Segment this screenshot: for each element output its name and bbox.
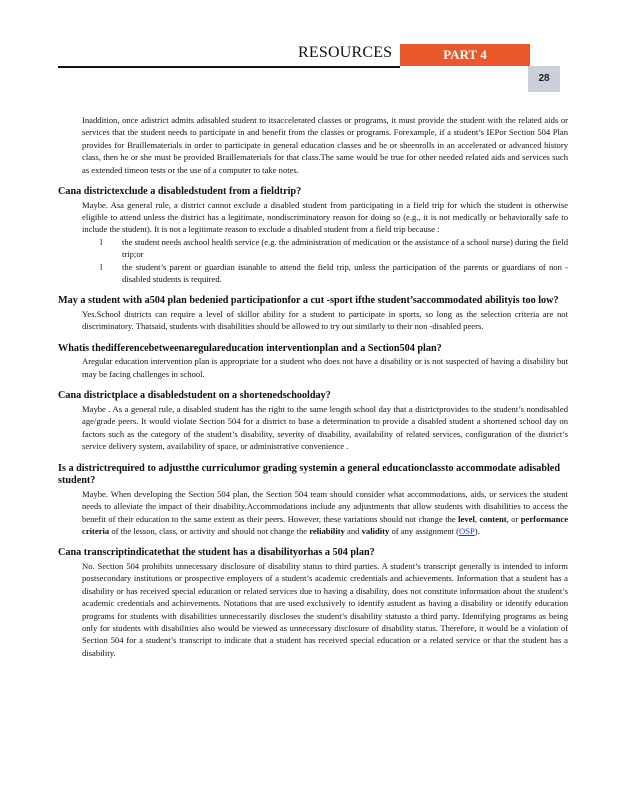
section-title: RESOURCES [298,44,393,61]
answer-transcript: No. Section 504 prohibits unnecessary disclosure of disability status to third parties. A student’s transcript generally is intended to inform postsecondary institutions or prospective employers of a student’s academic credentials and achievements. Information that a student has a disability or has received special education or related services due to having a disability, does not constitute information about the student’s academic credentials and achievements. Notations that are used exclusively to identify astudent as having a disability or identify education programs for students with disabilities unnecessarily discloses the student’s disability statusto a third party. Identifying programs as being only for students with disabilities also would be viewed as unnecessary disclosure of disability status. Therefore, it would be a violation of Section 504 for a student’s transcript to indicate that a student has received special education or a related service or that the student has a disability. [82,560,568,658]
question-cut-sport: May a student with a504 plan bedenied participationfor a cut -sport ifthe student’saccommodated abilityis too low? [58,295,559,307]
page-number: 28 [528,66,560,92]
question-shortened-day: Cana districtplace a disabledstudent on a shortenedschoolday? [58,390,331,402]
field-trip-bullets [58,236,568,286]
bullet-marker: l [100,261,103,272]
answer-intervention-plan: Aregular education intervention plan is appropriate for a student who does not have a disability or is not suspected of having a disability but may be facing challenges in school. [82,356,568,379]
answer-shortened-day: Maybe . As a general rule, a disabled student has the right to the same length school day that a districtprovides to the student’s nondisabled age/grade peers. It would violate Section 504 for a district to base a determination to provide a disabled student a shortened school day on factors such as the category of the student’s disability, severity of disability, availability of related services, configuration of the district’s service delivery system, availability of space, or administrative convenience . [82,403,568,452]
list-item [100,261,568,286]
answer-curriculum-grading: Maybe. When developing the Section 504 plan, the Section 504 team should consider what accommodations, aids, or services the student needs to alleviate the impact of their disability.Accommodations include any adjustments that allow students with disabilities to access the benefit of their education to the same extent as their peers. However, these variations should not change the level, content, or performance criteria of the lesson, class, or activity and should not change the reliability and validity of any assignment (OSP). [82,488,569,536]
list-item-text: the student needs aschool health service (e.g. the administration of medication or the assistance of a school nurse) during the field trip;or [122,236,568,260]
intro-paragraph: Inaddition, once adistrict admits adisabled student to itsaccelerated classes or programs, it must provide the student with the related aids or services that the student needs to participate in and benefit from the classes or programs. Forexample, if a student’s IEPor Section 504 Plan provides for Braillematerials in order to participate in general education classes and he or sheenrolls in an accelerated or advanced history class, then he or she must be provided Braillematerials for that class.The same would be true for other needed related aids and services such as extended timeon tests or the use of a computer to take notes. [82,115,568,175]
question-transcript: Cana transcriptindicatethat the student has a disabilityorhas a 504 plan? [58,547,375,559]
question-curriculum-grading: Is a districtrequired to adjustthe curriculumor grading systemin a general educationclassto accommodate adisabled student? [58,462,560,487]
header-rule [58,66,400,68]
bullet-marker: l [100,236,103,247]
answer-cut-sport: Yes.School districts can require a level of skillor ability for a student to participate in sports, so long as the selection criteria are not discriminatory. Thatsaid, students with disabilities should be allowed to try out similarly to their non -disabled peers. [82,309,568,332]
part-badge: PART 4 [400,44,530,66]
page-body [58,114,568,659]
list-item-text: the student’s parent or guardian isunable to attend the field trip, unless the participation of the parents or guardians of non -disabled students is required. [122,261,568,285]
list-item [100,236,568,261]
osp-link[interactable]: OSP [459,525,475,536]
answer-field-trip: Maybe. Asa general rule, a district cannot exclude a disabled student from participating in a field trip for which the student is otherwise eligible to attend unless the district has a legitimate, nondiscriminatory reason for doing so (e.g., it is not medically or behaviorally safe to include the student). It is not a legitimate reason to exclude a disabled student from a field trip because : [82,199,568,235]
question-intervention-plan: Whatis thedifferencebetweenaregulareducation interventionplan and a Section504 plan? [58,342,442,354]
question-field-trip: Cana districtexclude a disabledstudent from a fieldtrip? [58,186,302,198]
